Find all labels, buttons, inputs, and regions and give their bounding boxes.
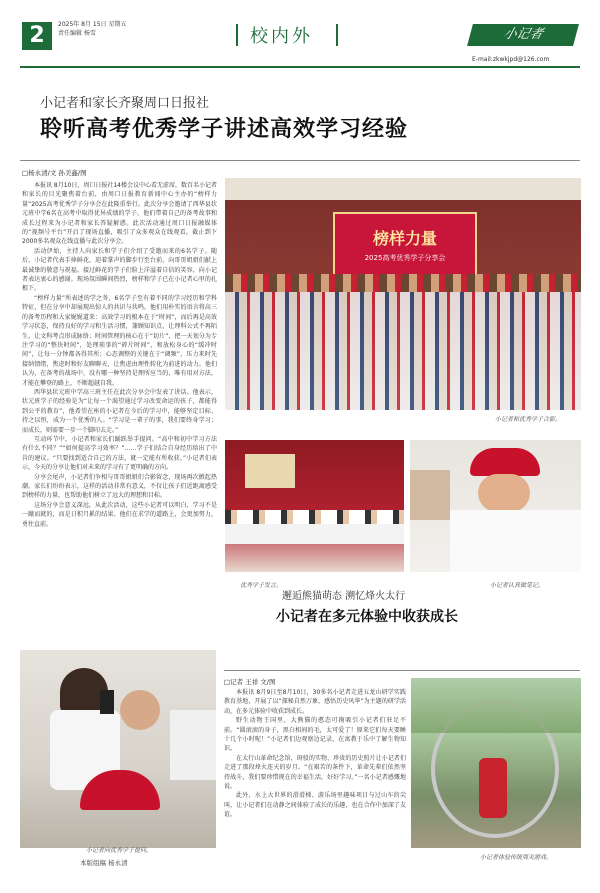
date-line [58,20,126,38]
article-headline: 聆听高考优秀学子讲述高效学习经验 [40,117,409,142]
paragraph: 互动环节中，小记者和家长们踊跃举手提问。“高中和初中学习方法有什么不同？”“如何提高学习效率？”……学子们结合自身经历给出了中肯的建议。“只要找到适合自己的方法，就一定能有所收获。”小记者们表示，今天的分享让他们对未来的学习有了更明确的方向。 [22,435,217,472]
side-child [170,710,216,780]
face [478,474,530,512]
paragraph: 西华县状元班中学高三班主任在此次分享会中发表了讲话。他表示，状元班学子的经验是为“让每一个渴望通过学习改变命运的孩子，都能得到公平的教育”，他希望在座的小记者在今后的学习中，能够坚定目标、持之以恒，成为一个优秀的人。“学习是一辈子的事，我们要终身学习；而成长，则需要一步一个脚印去走。” [22,388,217,434]
page-number: 2 [22,22,52,50]
article2-headline: 小记者在多元体验中收获成长 [276,609,458,625]
speakers-row [225,510,404,524]
notes-photo [410,440,581,572]
white-shirt [450,510,581,572]
photo-caption: 小记者向优秀学子提问。 [86,847,153,854]
projector-screen [245,454,295,488]
side-child [410,470,450,520]
section-bar-left [236,24,238,46]
article-body-column [22,181,217,643]
child-player [479,758,507,818]
header-rule [20,66,580,68]
headline-rule [20,160,580,161]
editor-credit: 责任编辑 杨雪 [58,30,96,37]
red-cap [470,448,540,476]
paragraph: 野生动物王国里，大熊猫的憨态可掬吸引小记者们驻足不前。“圆滚滚的身子，黑白相间的毛，太可爱了！原来它们每天要睡十几个小时呢！”小记者们边观察边记录，在寓教于乐中了解生物知识。 [224,717,406,753]
footer-credit: 本版组稿 杨永清 [80,859,128,867]
article-subtitle: 小记者和家长齐聚周口日报社 [40,96,210,111]
question-photo [20,650,216,848]
boy-face [120,690,160,730]
paragraph: 这场分享会意义深远，从此次活动，这些小记者可以明白，学习不是一蹴而就的，而是日积月累的结果。他们在求学的道路上，会更加努力，勇往直前。 [22,501,217,528]
hoop-photo [411,678,581,848]
stage-photo [225,440,404,572]
microphone [100,690,114,714]
brand-logo: 小记者 [467,24,579,46]
paragraph: 在太行山革命纪念馆，斑驳的实物、珍贵的历史照片让小记者们走进了那段烽火连天的岁月。“在艰苦的条件下，革命先辈们依然坚持战斗，我们要珍惜现在的幸福生活，好好学习。”一名小记者感慨地说。 [224,754,406,791]
trees [411,678,581,733]
article2-body-column [224,688,406,848]
article-byline: □杨永清/文 孙美鑫/图 [22,169,87,177]
photo-caption: 小记者体验传统周关游戏。 [480,854,553,861]
article2-rule [224,670,580,671]
photo-caption: 小记者和优秀学子合影。 [495,416,562,423]
paragraph: 本报讯 8月9日至8月10日，30多名小记者走进五龙山研学实践教育基地，开展了以“探秘自然万象，感悟历史风华”为主题的研学活动，在多元体验中收获到成长。 [224,689,406,715]
article2-subtitle: 邂逅熊猫萌态 溯忆烽火太行 [282,591,406,602]
article2-byline: □记者 王祥 文/图 [224,678,276,686]
group-photo [225,178,581,410]
section-bar-right [336,24,338,46]
photo-caption: 优秀学子发言。 [240,582,283,589]
paragraph: 活动伊始，主持人向家长和学子们介绍了受邀而来的6名学子。随后，小记者代表手捧鲜花，迎着掌声的脚步行至台前，向哥哥姐姐们献上最诚挚的敬意与祝福。接过鲜花的学子们脸上洋溢着自信的笑容，向小记者表达衷心的感谢。现场氛围瞬间热烈，榜样和学子已在小记者心里的扎根下。 [22,247,217,293]
paragraph: 此外，水上大世界的滑滑梯、游乐场里趣味项目与过山车的尖叫，让小记者们在动静之间体验了成长的乐趣，也在合作中加深了友谊。 [224,792,406,819]
stage-table [225,522,404,544]
section-title: 校内外 [250,26,313,47]
banner-title: 榜样力量 [372,229,437,248]
crowd [225,288,581,410]
heads-row [225,274,581,292]
issue-date: 2025年 8月 15日 星期五 [58,21,127,28]
paragraph: “榜样力量”所表述的学之务，6名学子至有着不同的学习经历和学科特征，但在分享中却展现出惊人的共识与共鸣。他们用朴实的语言将高三的备考历程和大家娓娓道来：高效学习的根本在于“时间”，而后再是高效学习状态，保持良好的学习和生活习惯，兼顾知识点，让理科公式不再陌生，让文科考点形成脉络；时间管理的核心在于“切片”，把一天划分为专注学习的“整块时间”，处理琐事的“碎片时间”，和放松身心的“缓冲时间”，让每一分钟都各得其所；心态调整的关键在于“调频”，压力来时先接纳情绪，焦虑时和好友聊聊天，让焦虑由理性转化为前进的动力。他们认为，在备考的战场中，没有哪一种坚持是理所应当的，唯有用对方法，才能在攀登的路上，不断超越自我。 [22,294,217,387]
banner-subtitle: 2025高考优秀学子分享会 [364,254,446,262]
contact-email: E-mail:zkwkjpd@126.com [472,56,550,63]
paragraph: 本报讯 8月10日，周口日报社14楼会议中心看无虚席，数百名小记者和家长的目光聚焦着台前，由周口日报教育新闻中心主办的“榜样力量”2025高考优秀学子分享会在此隆重举行。此次分享会邀请了西华县状元班中学6名在高考中取得优异成绩的学子，他们带着自己的备考故事和成长过程来为小记者和家长答疑解惑。此次活动通过周口日报融媒体的“视频号平台”开启了现场直播，吸引了众多观众在线观看。截止到下 2000多名观众在线直播与此次分享会。 [22,182,217,246]
ceiling [225,178,581,200]
photo-caption: 小记者认真做笔记。 [490,582,545,589]
paragraph: 分享会尾声，小记者们争相与哥哥姐姐们合影留念，现场再次掀起热潮。家长们纷纷表示，这样的活动非常有意义，不仅让孩子们近距离感受到榜样的力量，也帮助他们树立了远大的理想和目标。 [22,473,217,500]
